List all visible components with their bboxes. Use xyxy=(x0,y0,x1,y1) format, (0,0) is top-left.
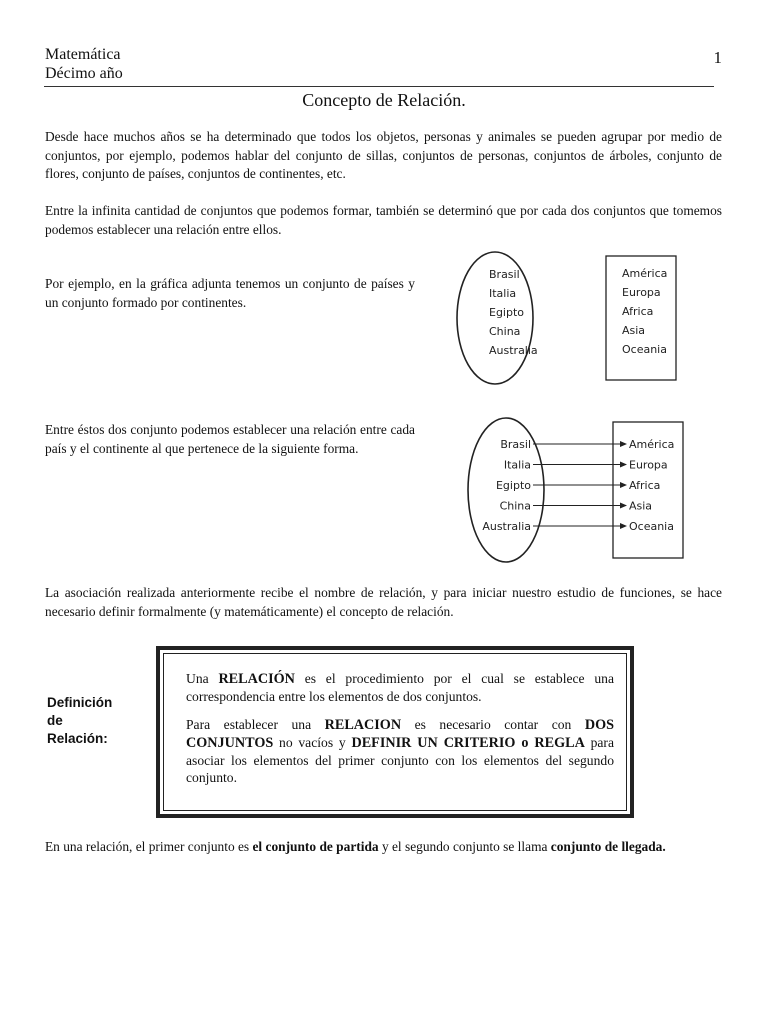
text-span: Una xyxy=(186,671,219,686)
continent-label: Asia xyxy=(622,324,646,337)
header-divider xyxy=(44,86,714,87)
text-span: Para establecer una xyxy=(186,717,325,732)
paragraph-relation-sets: Entre la infinita cantidad de conjuntos que podemos formar, también se determinó que por cada dos conjuntos que tomemos podemos establecer una relación entre ellos. xyxy=(45,203,722,237)
definition-label xyxy=(47,694,112,748)
continent-label: América xyxy=(629,438,675,451)
page-title: Concepto de Relación. xyxy=(302,90,466,110)
paragraph-closing xyxy=(45,838,722,857)
definition-box xyxy=(156,646,634,818)
continent-label: América xyxy=(622,267,668,280)
bold-term: DEFINIR UN CRITERIO o REGLA xyxy=(351,735,585,751)
bold-term: conjunto de llegada. xyxy=(550,839,666,854)
sets-diagram xyxy=(455,248,705,390)
subject-label: Matemática xyxy=(45,46,121,63)
text-span: es necesario contar con xyxy=(401,717,585,732)
continent-label: Oceania xyxy=(629,520,674,533)
country-label: Australia xyxy=(489,344,538,357)
country-label: Italia xyxy=(489,287,517,300)
definition-label-line: Relación: xyxy=(47,731,108,746)
bold-term: RELACIÓN xyxy=(218,671,295,687)
country-label: China xyxy=(489,325,521,338)
definition-content xyxy=(163,653,627,811)
text-span: no vacíos y xyxy=(273,735,352,750)
definition-sentence-1 xyxy=(186,670,614,705)
paragraph-definition-intro: La asociación realizada anteriormente recibe el nombre de relación, y para iniciar nuestro estudio de funciones, se hace necesario definir formalmente (y matemáticamente) el concepto de relación. xyxy=(45,585,722,619)
text-span: para asociar los elementos del primer conjunto con los elementos del segundo conjunto. xyxy=(186,735,614,785)
bold-term: DOS CONJUNTOS xyxy=(186,717,615,751)
text-span: y el segundo conjunto se llama xyxy=(378,839,551,854)
grade-label: Décimo año xyxy=(45,65,123,82)
country-label: China xyxy=(499,499,531,513)
page-number: 1 xyxy=(713,48,722,67)
relation-diagram xyxy=(466,412,706,568)
definition-label-line: de xyxy=(47,713,63,728)
continent-label: Europa xyxy=(622,286,661,299)
bold-term: RELACION xyxy=(324,717,402,733)
country-label: Egipto xyxy=(495,479,531,492)
paragraph-relation-example: Entre éstos dos conjunto podemos establecer una relación entre cada país y el continente al que pertenece de la siguiente forma. xyxy=(45,422,415,456)
document-header xyxy=(45,45,123,83)
country-label: Australia xyxy=(482,520,531,533)
country-label: Italia xyxy=(503,458,531,472)
paragraph-intro: Desde hace muchos años se ha determinado que todos los objetos, personas y animales se pueden agrupar por medio de conjuntos, por ejemplo, podemos hablar del conjunto de sillas, conjuntos de personas, conjuntos de árboles, conjunto de flores, conjunto de países, conjuntos de continentes, etc. xyxy=(45,129,722,181)
continent-label: Africa xyxy=(629,479,661,492)
continent-label: Africa xyxy=(622,305,654,318)
definition-label-line: Definición xyxy=(47,695,113,710)
paragraph-example: Por ejemplo, en la gráfica adjunta tenemos un conjunto de países y un conjunto formado por continentes. xyxy=(45,276,415,310)
continent-label: Oceania xyxy=(622,343,667,356)
country-label: Brasil xyxy=(489,268,520,281)
country-label: Egipto xyxy=(489,306,525,319)
text-span: En una relación, el primer conjunto es xyxy=(45,839,253,854)
definition-sentence-2 xyxy=(186,716,614,786)
text-span: es el procedimiento por el cual se establece una correspondencia entre los elementos de dos conjuntos. xyxy=(186,671,614,704)
country-label: Brasil xyxy=(500,438,531,451)
bold-term: el conjunto de partida xyxy=(252,839,379,854)
continent-label: Europa xyxy=(629,458,668,472)
continent-label: Asia xyxy=(629,499,653,513)
